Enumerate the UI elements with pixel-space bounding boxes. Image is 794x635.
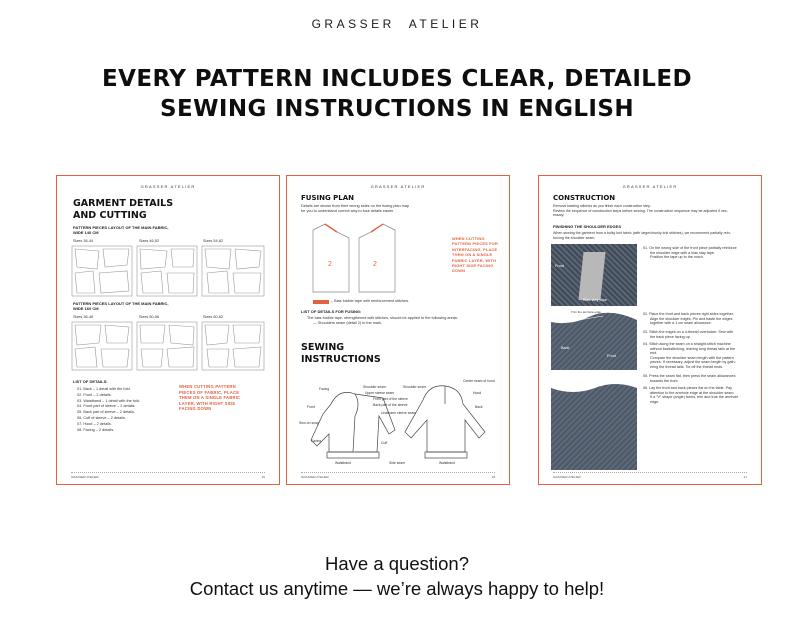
page-footer: GRASSER ATELIER 16: [71, 472, 265, 476]
fusing-list-title: LIST OF DETAILS FOR FUSING:: [301, 309, 362, 314]
brand-name: [0, 17, 794, 31]
list-item: 05. Back part of sleeve – 2 details.: [77, 410, 136, 415]
hoodie-diagram: [299, 374, 499, 464]
headline-line-2: SEWING INSTRUCTIONS IN ENGLISH: [160, 96, 634, 122]
interfacing-note: WHEN CUTTING PATTERN PIECES FOR INTERFACING, PLACE THEM ON A SINGLE FABRIC LAYER, WITH RIGHT SIDE FACING DOWN: [452, 236, 499, 274]
label-back: Back: [475, 405, 483, 409]
tape-swatch: [313, 300, 329, 304]
page-brand: GRASSER ATELIER: [140, 184, 196, 189]
tape-legend: – Bias fusible tape with reinforcement stitches.: [331, 299, 410, 303]
label-waistband-2: Waistband: [439, 461, 455, 464]
page-footer: GRASSER ATELIER 27: [553, 472, 747, 476]
size-label: Sizes 46-52: [139, 239, 160, 243]
cutting-note: WHEN CUTTING PATTERN PIECES OF FABRIC, PLACE THEM ON A SINGLE FABRIC LAYER, WITH RIGHT SIDE FACING DOWN: [179, 384, 241, 412]
details-list: [77, 387, 140, 433]
sample-page-construction: [538, 175, 762, 485]
section-intro: When sewing the garment from a bulky knit fabric (with large/chunky knit stitches), we recommend partially rein- forcing the shoulder seam.: [553, 231, 731, 240]
page-title: FUSING PLAN: [301, 194, 355, 202]
layout-label-140: PATTERN PIECES LAYOUT OF THE MAIN FABRIC, WIDE 140 CM: [73, 225, 169, 235]
list-item: 07. Hood – 2 details.: [77, 421, 112, 426]
pattern-layout-140: [71, 245, 267, 297]
size-label: Sizes 36-46: [73, 315, 94, 319]
details-title: LIST OF DETAILS:: [73, 379, 108, 384]
contact-line-1: Have a question?: [325, 553, 469, 574]
label-waistband: Waistband: [335, 461, 351, 464]
size-label: Sizes 60-62: [203, 315, 224, 319]
knit-photo-3: [551, 374, 637, 470]
brand-left: GRASSER: [311, 17, 395, 31]
page-footer: GRASSER ATELIER 18: [301, 472, 495, 476]
knit-photo-2: Trim the armhole edge Back Front: [551, 310, 637, 370]
label-cuff: Cuff: [381, 441, 388, 445]
step-04: 04. Stitch along the seam on a straight-stitch machine without backstitching, leaving long thread tails at the end. Compare the shoulder seam length with the pattern pieces. If necessary, adjust the seam length by gath- ering the thread tails. Tie off the thread ends.: [643, 342, 736, 369]
list-item: 02. Front – 2 details.: [77, 392, 112, 397]
label-side-seam: Side seam: [389, 461, 406, 464]
label-front: Front: [307, 405, 315, 409]
fusing-plan-diagram: [309, 220, 399, 296]
page-brand: GRASSER ATELIER: [622, 184, 678, 189]
step-05: 05. Press the seam flat, then press the seam allowances towards the front.: [643, 374, 736, 383]
brand-right: ATELIER: [408, 17, 483, 31]
headline-line-1: EVERY PATTERN INCLUDES CLEAR, DETAILED: [102, 66, 692, 92]
label-hood: Hood: [473, 391, 482, 395]
bias-tape-strip: [578, 252, 605, 300]
label-front-sleeve: Front part of the sleeve: [373, 397, 408, 401]
size-label: Sizes 36-44: [73, 239, 94, 243]
label-center-back: Center seam of hood: [463, 379, 495, 383]
label-facing: Facing: [319, 387, 330, 391]
page-title: CONSTRUCTION: [553, 194, 616, 202]
list-item: 01. Back – 1 detail with the fold.: [77, 387, 131, 391]
label-shoulder-seam: Shoulder seam: [363, 385, 386, 389]
pattern-layout-160: [71, 321, 267, 371]
fusing-list: The bias fusible tape, strengthened with stitches, should be applied to the following areas: — Shoulders seam (detail 2) to the mark.: [307, 316, 458, 325]
label-shoulder-seam-2: Shoulder seam: [403, 385, 426, 389]
label-back-sleeve: Back part of the sleeve: [373, 403, 408, 407]
section-title: FINISHING THE SHOULDER EDGES: [553, 224, 622, 229]
list-item: 08. Facing – 2 details.: [77, 427, 115, 432]
size-label: Sizes 54-62: [203, 239, 224, 243]
label-underarm: Underarm sleeve seam: [381, 411, 417, 415]
list-item: 03. Waistband – 1 detail with the fold.: [77, 398, 140, 403]
headline: [0, 64, 794, 124]
page-title: GARMENT DETAILS AND CUTTING: [73, 198, 174, 221]
step-06: 06. Lay the front and back pieces flat on the table. Pay attention to the armhole edge at the shoulder seam. If a "V" shape (angle) forms, trim and true the armhole edge.: [643, 386, 739, 404]
list-item: 04. Front part of sleeve – 2 details.: [77, 404, 136, 409]
sample-page-garment-details: [56, 175, 280, 485]
size-label: Sizes 50-56: [139, 315, 160, 319]
step-03: 03. Stitch the edges on a 4-thread overlocker. Sew with the back piece facing up.: [643, 330, 734, 339]
step-01: 01. On the wrong side of the front piece partially reinforce the shoulder edge with a bias stay tape. Position the tape up to the notch.: [643, 246, 737, 260]
page-brand: GRASSER ATELIER: [370, 184, 426, 189]
layout-label-160: PATTERN PIECES LAYOUT OF THE MAIN FABRIC, WIDE 160 CM: [73, 301, 169, 311]
sewing-title: SEWING INSTRUCTIONS: [301, 342, 381, 365]
fusing-intro: Details are shown from their wrong sides on the fusing plan map for you to understand correct way to fuse details easier: [301, 204, 410, 213]
label-sew-on-snap: Sew-on snap: [299, 421, 319, 425]
knit-photo-1: Front Bias stay tape: [551, 244, 637, 306]
step-02: 02. Place the front and back pieces right sides together. Align the shoulder edges. Pin and baste the edges together with a 1 cm seam allowance.: [643, 312, 734, 326]
list-item: 06. Cuff of sleeve – 2 details.: [77, 415, 126, 420]
contact-line-2: Contact us anytime — we’re always happy to help!: [189, 578, 605, 599]
construction-intro: Remove basting stitches as you finish each construction step. Review the sequence of construction steps before sewing. The construction sequence may be adjusted if nec- essary.: [553, 204, 728, 218]
contact-message: [0, 551, 794, 601]
piece-number-label: 2: [328, 261, 332, 268]
label-upper-sleeve: Upper sleeve seam: [365, 391, 395, 395]
sample-page-fusing-plan: [286, 175, 510, 485]
label-facing-2: Facing: [311, 439, 322, 443]
piece-number-label: 2: [373, 261, 377, 268]
